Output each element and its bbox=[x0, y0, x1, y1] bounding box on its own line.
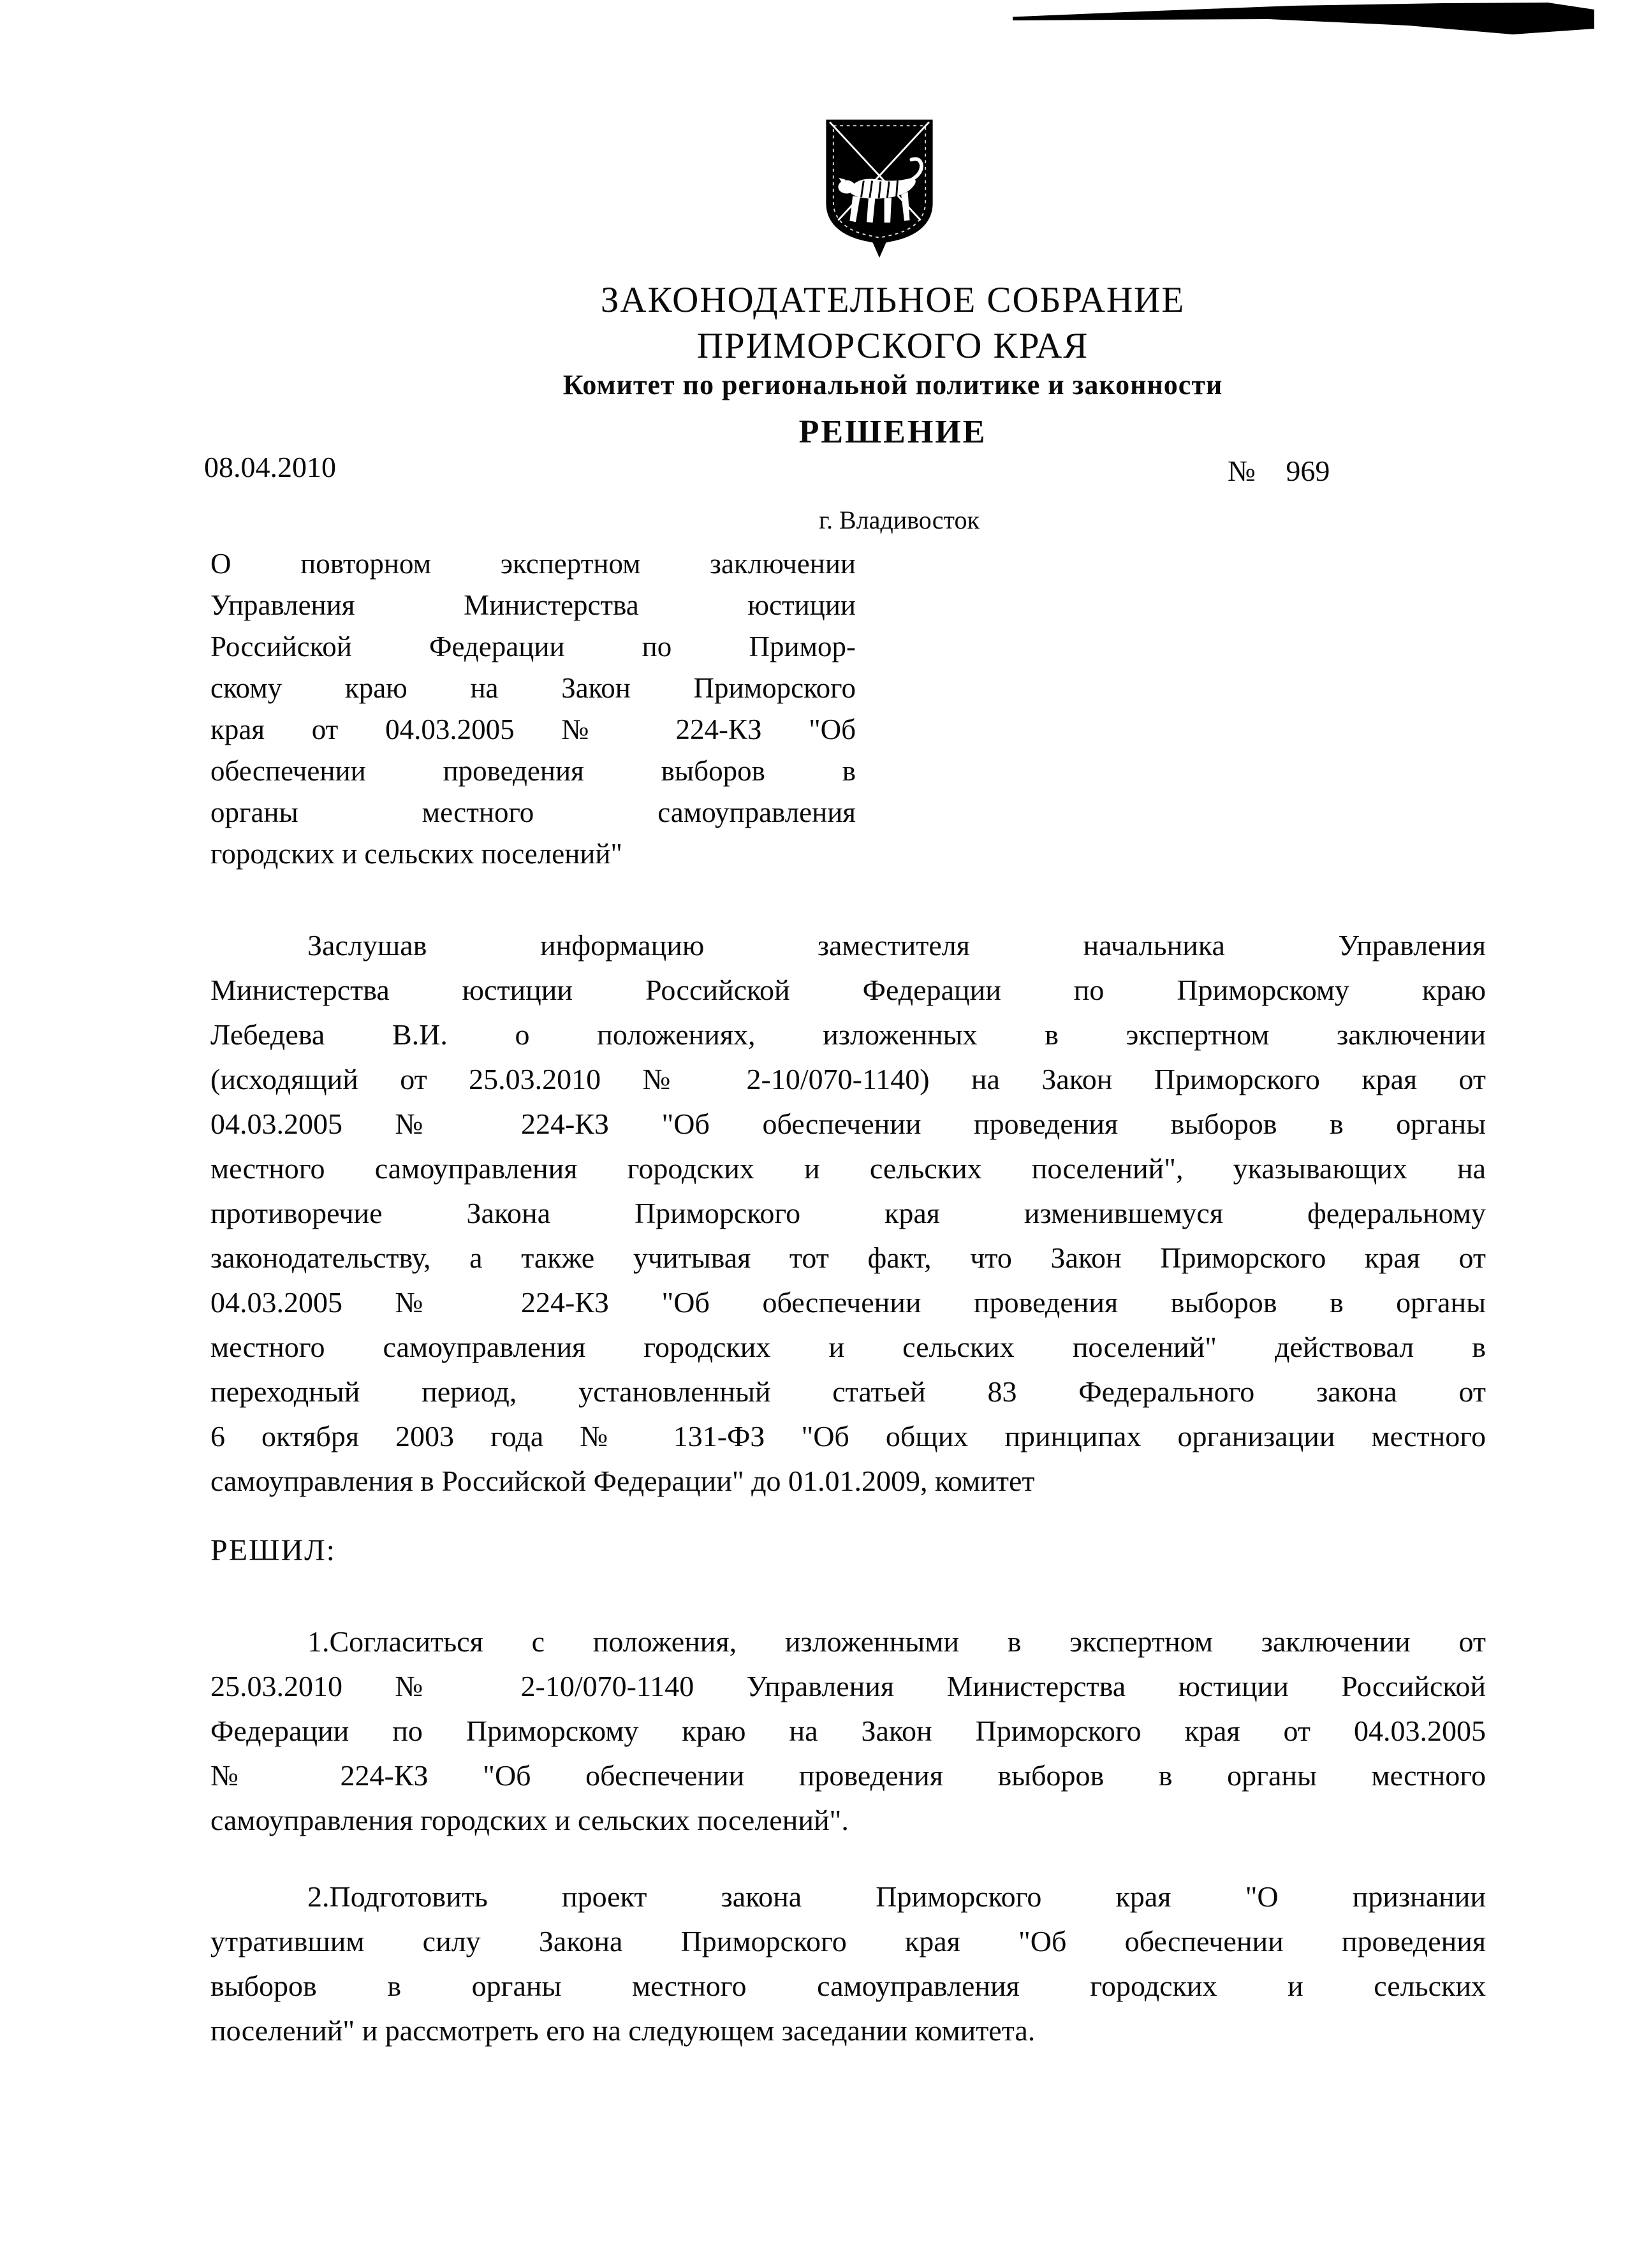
committee-name: Комитет по региональной политике и законности bbox=[562, 369, 1223, 400]
subject-line: Российской Федерации по Примор- bbox=[210, 631, 856, 662]
item1-line: Федерации по Приморскому краю на Закон Приморского края от 04.03.2005 bbox=[210, 1715, 1486, 1747]
body-line: Заслушав информацию заместителя начальника Управления bbox=[307, 929, 1486, 962]
resolution-item-2 bbox=[210, 1875, 1486, 2053]
body-line: самоуправления в Российской Федерации" до 01.01.2009, комитет bbox=[210, 1465, 1035, 1497]
document-number: № 969 bbox=[1228, 455, 1330, 487]
resolution-heading: РЕШИЛ: bbox=[210, 1533, 336, 1567]
resolution-item-1 bbox=[210, 1620, 1486, 1843]
body-line: 04.03.2005 № 224-КЗ "Об обеспечении проведения выборов в органы bbox=[210, 1286, 1486, 1319]
document-date: 08.04.2010 bbox=[204, 451, 336, 483]
item1-line: № 224-КЗ "Об обеспечении проведения выборов в органы местного bbox=[210, 1759, 1486, 1792]
subject-line: обеспечении проведения выборов в bbox=[210, 755, 856, 787]
body-line: противоречие Закона Приморского края изменившемуся федеральному bbox=[210, 1197, 1486, 1229]
subject-line: органы местного самоуправления bbox=[210, 796, 856, 828]
body-line: Лебедева В.И. о положениях, изложенных в экспертном заключении bbox=[210, 1018, 1486, 1051]
subject-line: Управления Министерства юстиции bbox=[210, 589, 856, 621]
item1-line: 1.Согласиться с положения, изложенными в экспертном заключении от bbox=[307, 1625, 1486, 1658]
document-type-title: РЕШЕНИЕ bbox=[798, 414, 987, 450]
body-line: местного самоуправления городских и сельских поселений", указывающих на bbox=[210, 1152, 1486, 1185]
body-line: местного самоуправления городских и сельских поселений" действовал в bbox=[210, 1331, 1486, 1363]
scan-artifact-streak bbox=[1013, 3, 1594, 34]
subject-line: края от 04.03.2005 № 224-КЗ "Об bbox=[210, 713, 856, 745]
preamble-paragraph bbox=[210, 923, 1486, 1503]
item1-line: 25.03.2010 № 2-10/070-1140 Управления Министерства юстиции Российской bbox=[210, 1670, 1486, 1702]
item2-line: утратившим силу Закона Приморского края "Об обеспечении проведения bbox=[210, 1925, 1486, 1957]
body-line: законодательству, а также учитывая тот факт, что Закон Приморского края от bbox=[210, 1241, 1486, 1274]
org-name-line2: ПРИМОРСКОГО КРАЯ bbox=[696, 326, 1089, 366]
subject-line: скому краю на Закон Приморского bbox=[210, 672, 856, 704]
coat-of-arms-icon bbox=[819, 111, 940, 265]
body-line: переходный период, установленный статьей 83 Федерального закона от bbox=[210, 1375, 1486, 1408]
body-line: 04.03.2005 № 224-КЗ "Об обеспечении проведения выборов в органы bbox=[210, 1108, 1486, 1140]
document-city: г. Владивосток bbox=[819, 506, 980, 534]
org-name-line1: ЗАКОНОДАТЕЛЬНОЕ СОБРАНИЕ bbox=[600, 280, 1186, 320]
subject-block bbox=[210, 543, 856, 875]
subject-line: О повторном экспертном заключении bbox=[210, 548, 856, 580]
item1-line: самоуправления городских и сельских поселений". bbox=[210, 1804, 849, 1836]
item2-line: поселений" и рассмотреть его на следующем заседании комитета. bbox=[210, 2014, 1036, 2047]
body-line: 6 октября 2003 года № 131-ФЗ "Об общих принципах организации местного bbox=[210, 1420, 1486, 1452]
subject-line: городских и сельских поселений" bbox=[210, 838, 622, 870]
body-line: (исходящий от 25.03.2010 № 2-10/070-1140) на Закон Приморского края от bbox=[210, 1063, 1486, 1095]
body-line: Министерства юстиции Российской Федерации по Приморскому краю bbox=[210, 974, 1486, 1006]
item2-line: 2.Подготовить проект закона Приморского края "О признании bbox=[307, 1880, 1486, 1913]
item2-line: выборов в органы местного самоуправления городских и сельских bbox=[210, 1970, 1486, 2002]
